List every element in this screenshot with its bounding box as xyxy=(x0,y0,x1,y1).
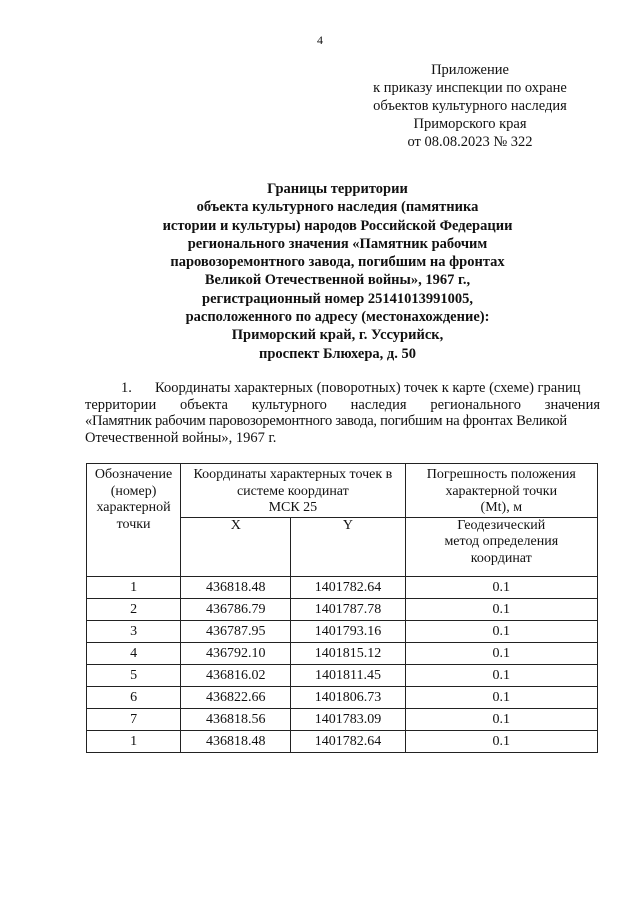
cell-y: 1401787.78 xyxy=(291,598,405,620)
cell-y: 1401783.09 xyxy=(291,708,405,730)
cell-point: 1 xyxy=(87,576,181,598)
appendix-line: объектов культурного наследия xyxy=(373,98,567,114)
cell-point: 3 xyxy=(87,620,181,642)
header-y: Y xyxy=(291,517,405,576)
cell-point: 7 xyxy=(87,708,181,730)
header-method xyxy=(405,517,597,576)
appendix-line: к приказу инспекции по охране xyxy=(373,80,567,96)
header-x: X xyxy=(181,517,291,576)
cell-y: 1401806.73 xyxy=(291,686,405,708)
paragraph-text: «Памятник рабочим паровозоремонтного завода, погибшим на фронтах Великой xyxy=(85,413,567,429)
table-row xyxy=(87,664,598,686)
page-number: 4 xyxy=(317,33,323,47)
appendix-line: от 08.08.2023 № 322 xyxy=(407,134,533,150)
title-line: регистрационный номер 25141013991005, xyxy=(202,290,473,307)
coordinates-table xyxy=(86,463,598,753)
cell-point: 5 xyxy=(87,664,181,686)
cell-x: 436818.48 xyxy=(181,730,291,752)
cell-point: 4 xyxy=(87,642,181,664)
header-text: характерной xyxy=(96,500,171,515)
cell-x: 436787.95 xyxy=(181,620,291,642)
appendix-line: Приложение xyxy=(431,62,509,78)
title-line: паровозоремонтного завода, погибшим на фронтах xyxy=(170,254,505,271)
cell-x: 436822.66 xyxy=(181,686,291,708)
cell-x: 436792.10 xyxy=(181,642,291,664)
header-text: (Mt), м xyxy=(480,500,523,515)
cell-point: 6 xyxy=(87,686,181,708)
table-row xyxy=(87,642,598,664)
table-row xyxy=(87,576,598,598)
cell-x: 436786.79 xyxy=(181,598,291,620)
title-line: расположенного по адресу (местонахождение): xyxy=(185,309,490,326)
header-text: координат xyxy=(470,550,532,566)
header-coordinates xyxy=(181,464,405,518)
appendix-block xyxy=(330,61,610,151)
paragraph-text: территории объекта культурного наследия регионального значения xyxy=(85,396,600,413)
table-row xyxy=(87,708,598,730)
header-text: характерной точки xyxy=(445,483,558,499)
title-line: Приморский край, г. Уссурийск, xyxy=(231,327,444,344)
section-paragraph xyxy=(85,380,600,446)
cell-x: 436816.02 xyxy=(181,664,291,686)
header-text: Погрешность положения xyxy=(426,467,576,482)
cell-x: 436818.48 xyxy=(181,576,291,598)
title-line: объекта культурного наследия (памятника xyxy=(196,199,479,216)
title-line: истории и культуры) народов Российской Федерации xyxy=(162,217,513,234)
header-text: системе координат xyxy=(236,483,349,499)
cell-mt: 0.1 xyxy=(405,686,597,708)
cell-y: 1401793.16 xyxy=(291,620,405,642)
header-accuracy xyxy=(405,464,597,518)
paragraph-first-line xyxy=(85,380,600,397)
cell-point: 2 xyxy=(87,598,181,620)
table-row xyxy=(87,730,598,752)
cell-mt: 0.1 xyxy=(405,708,597,730)
title-line: проспект Блюхера, д. 50 xyxy=(258,345,416,362)
paragraph-text: Отечественной войны», 1967 г. xyxy=(85,429,277,446)
header-text: точки xyxy=(116,516,151,532)
header-text: Геодезический xyxy=(457,517,546,533)
header-text: Координаты характерных точек в xyxy=(193,467,393,482)
cell-mt: 0.1 xyxy=(405,576,597,598)
cell-mt: 0.1 xyxy=(405,598,597,620)
cell-y: 1401815.12 xyxy=(291,642,405,664)
paragraph-number: 1. xyxy=(121,380,132,396)
header-text: (номер) xyxy=(110,483,157,499)
table-header-row xyxy=(87,464,598,518)
header-text: Обозначение xyxy=(94,467,173,482)
cell-y: 1401782.64 xyxy=(291,730,405,752)
cell-point: 1 xyxy=(87,730,181,752)
title-line: регионального значения «Памятник рабочим xyxy=(187,235,488,252)
cell-mt: 0.1 xyxy=(405,620,597,642)
header-text: метод определения xyxy=(444,534,559,549)
title-line: Границы территории xyxy=(267,181,408,197)
document-title xyxy=(60,180,615,363)
table-row xyxy=(87,686,598,708)
cell-mt: 0.1 xyxy=(405,730,597,752)
header-point-designation xyxy=(87,464,181,577)
table-row xyxy=(87,598,598,620)
cell-x: 436818.56 xyxy=(181,708,291,730)
table-row xyxy=(87,620,598,642)
header-text: МСК 25 xyxy=(268,500,318,515)
cell-mt: 0.1 xyxy=(405,642,597,664)
appendix-line: Приморского края xyxy=(413,116,527,132)
cell-mt: 0.1 xyxy=(405,664,597,686)
paragraph-text: Координаты характерных (поворотных) точек к карте (схеме) границ xyxy=(155,380,581,396)
title-line: Великой Отечественной войны», 1967 г., xyxy=(204,272,471,289)
cell-y: 1401782.64 xyxy=(291,576,405,598)
cell-y: 1401811.45 xyxy=(291,664,405,686)
